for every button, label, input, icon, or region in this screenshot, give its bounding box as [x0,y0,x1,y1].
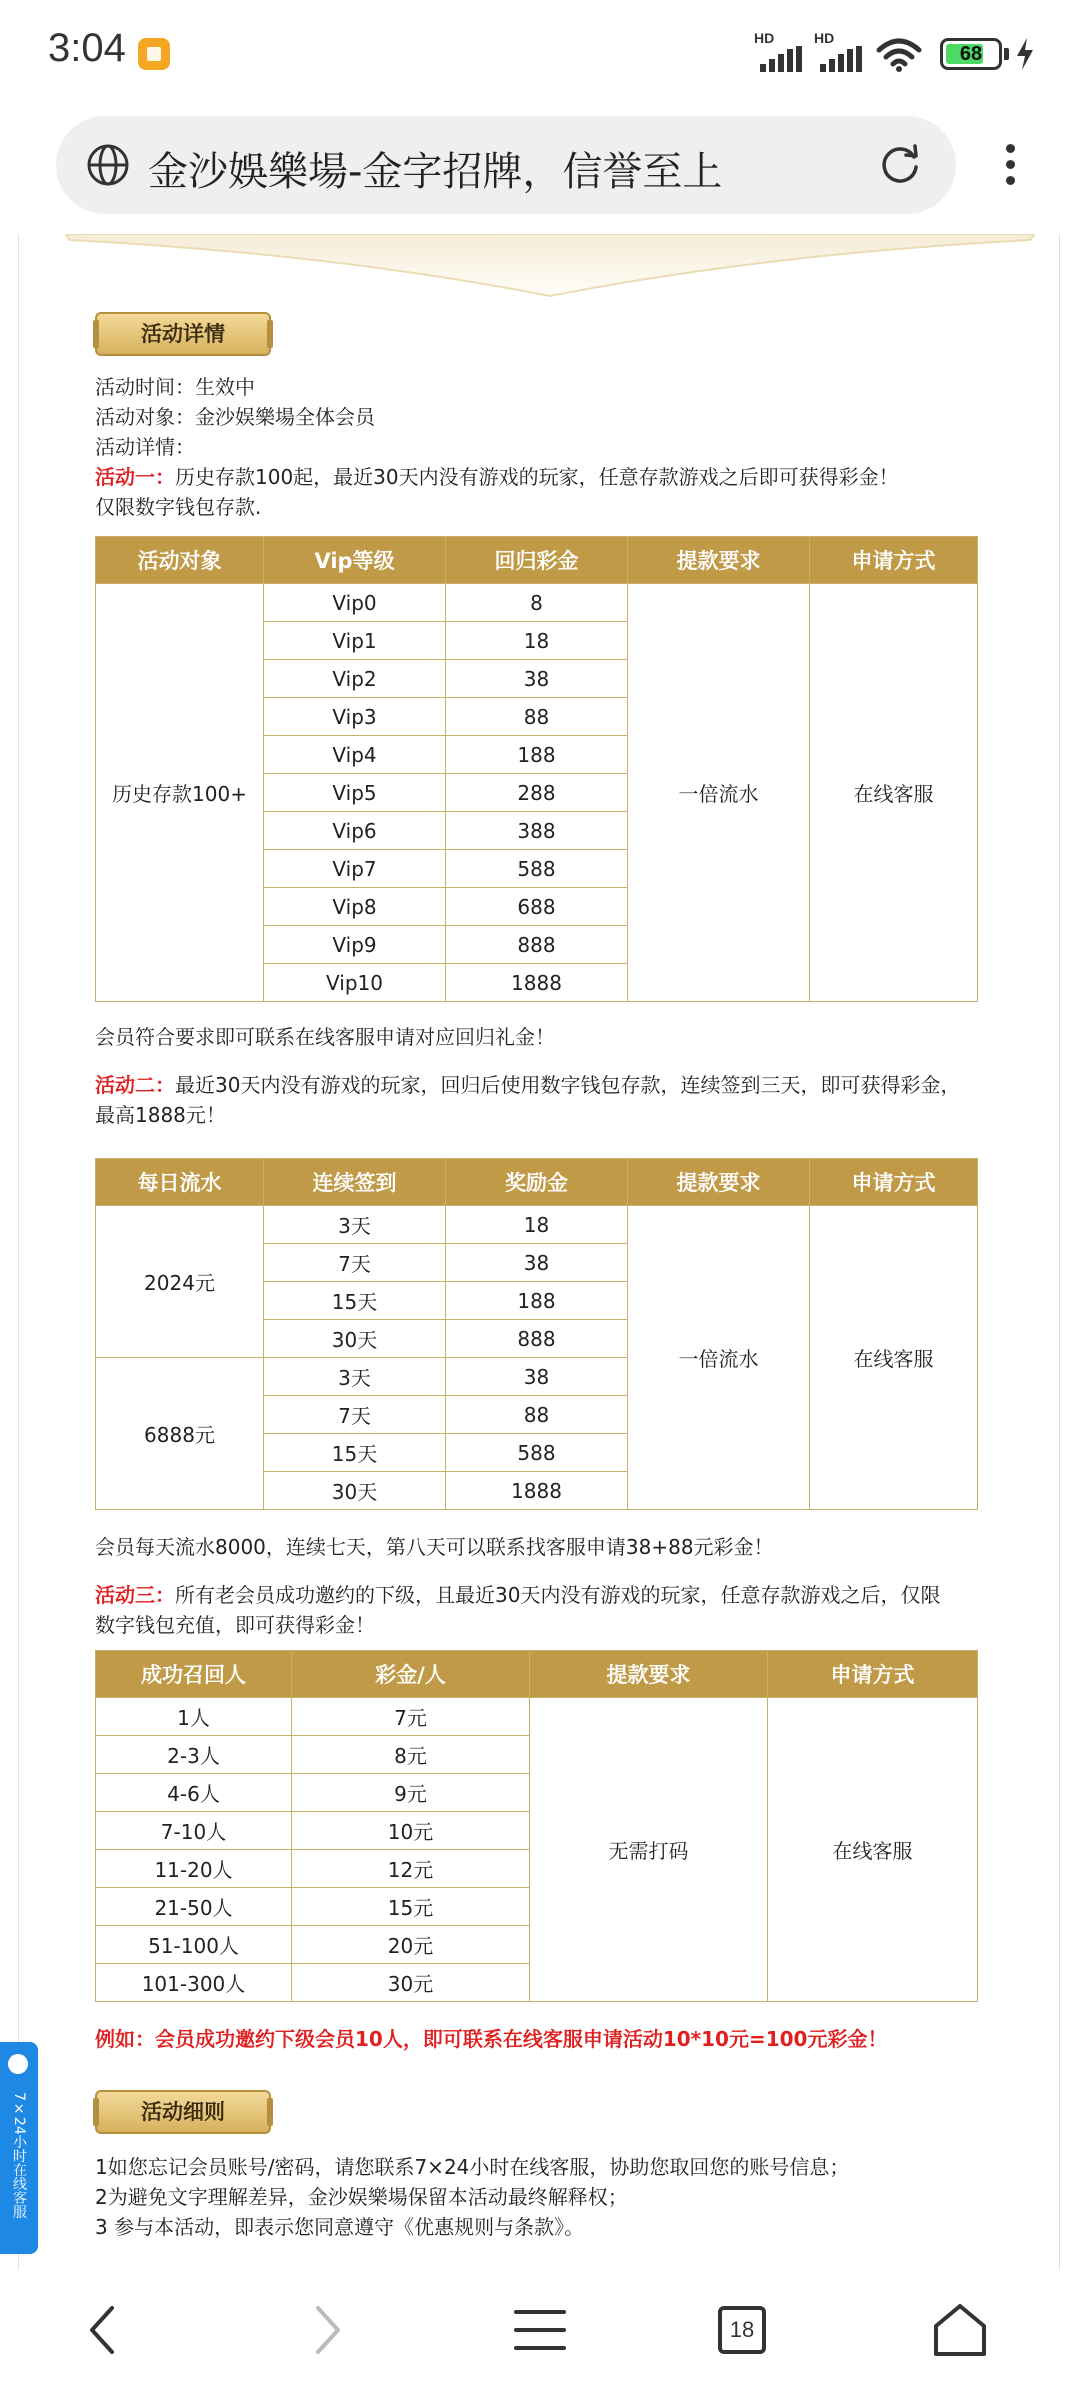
battery-tip [1004,48,1009,60]
referral-bonus-table [95,1650,978,2002]
table-cell: 1888 [446,1472,628,1510]
table-cell: 88 [446,1396,628,1434]
activity-one-note: 仅限数字钱包存款. [95,495,262,519]
table-cell: 7天 [264,1396,446,1434]
table-header: 成功召回人 [96,1651,292,1698]
table-cell: 38 [446,1244,628,1282]
rule-item: 2为避免文字理解差异，金沙娱樂場保留本活动最终解释权； [95,2185,628,2209]
rule-item: 3 参与本活动，即表示您同意遵守《优惠规则与条款》。 [95,2215,585,2239]
table-cell: 15天 [264,1282,446,1320]
table-cell: 88 [446,698,628,736]
battery-level: 68 [959,43,983,65]
table-cell: 51-100人 [96,1926,292,1964]
more-menu-icon[interactable] [992,140,1028,190]
activity-rules-badge: 活动细则 [95,2090,271,2134]
clock: 3:04 [48,26,126,70]
table-cell: 30天 [264,1320,446,1358]
activity-details-badge: 活动详情 [95,312,271,356]
table-row [96,584,978,622]
activity-details-label: 活动详情： [95,435,195,459]
vip-bonus-table [95,536,978,1002]
table-row [96,1206,978,1244]
table-cell: 15元 [292,1888,530,1926]
globe-icon [86,143,130,187]
activity-three-desc-cont: 数字钱包充值，即可获得彩金！ [95,1613,375,1637]
table-cell: Vip4 [264,736,446,774]
table-cell: 一倍流水 [628,1206,810,1510]
activity-two-desc-cont: 最高1888元！ [95,1103,226,1127]
table-cell: Vip7 [264,850,446,888]
note-daily-turnover: 会员每天流水8000，连续七天，第八天可以联系找客服申请38+88元彩金！ [95,1535,774,1559]
table-cell: 30天 [264,1472,446,1510]
banner-bottom-edge [65,234,1035,298]
table-cell: 3天 [264,1206,446,1244]
table-header: 每日流水 [96,1159,264,1206]
table-cell: 1人 [96,1698,292,1736]
table-cell: 101-300人 [96,1964,292,2002]
example-note: 例如：会员成功邀约下级会员10人，即可联系在线客服申请活动10*10元=100元彩金！ [95,2027,888,2051]
table-cell: 388 [446,812,628,850]
notification-app-icon [138,38,170,70]
table-cell: 7-10人 [96,1812,292,1850]
activity-two-desc [95,1070,985,1100]
activity-three-label: 活动三： [95,1583,175,1607]
activity-one-label: 活动一： [95,465,175,489]
table-cell: 888 [446,1320,628,1358]
forward-icon[interactable] [296,2300,356,2360]
activity-three-text: 所有老会员成功邀约的下级，且最近30天内没有游戏的玩家，任意存款游戏之后，仅限 [175,1583,941,1607]
signal-icon [754,30,804,72]
table-cell: 188 [446,1282,628,1320]
table-row [96,1698,978,1736]
table-cell: 3天 [264,1358,446,1396]
table-header: 连续签到 [264,1159,446,1206]
note-return-bonus: 会员符合要求即可联系在线客服申请对应回归礼金！ [95,1025,555,1049]
activity-time: 活动时间：生效中 [95,375,255,399]
activity-two-label: 活动二： [95,1073,175,1097]
table-header: 提款要求 [628,1159,810,1206]
table-cell: 21-50人 [96,1888,292,1926]
table-cell: 11-20人 [96,1850,292,1888]
activity-one-text: 历史存款100起，最近30天内没有游戏的玩家，任意存款游戏之后即可获得彩金！ [175,465,899,489]
table-header: 活动对象 [96,537,264,584]
online-service-label: 7×24小时在线客服 [11,2092,27,2219]
table-cell: Vip9 [264,926,446,964]
table-cell: 7天 [264,1244,446,1282]
table-cell: 8 [446,584,628,622]
table-cell: 38 [446,1358,628,1396]
home-icon[interactable] [930,2300,990,2360]
signal-icon-2 [814,30,864,72]
table-cell: 在线客服 [810,584,978,1002]
table-cell: 在线客服 [768,1698,978,2002]
table-cell: Vip5 [264,774,446,812]
table-header: Vip等级 [264,537,446,584]
table-cell: 2-3人 [96,1736,292,1774]
table-cell: 9元 [292,1774,530,1812]
table-cell: 在线客服 [810,1206,978,1510]
table-cell: Vip8 [264,888,446,926]
online-service-tab[interactable] [0,2042,38,2254]
table-cell: Vip6 [264,812,446,850]
network-type-label-2: HD [814,30,835,46]
table-cell: 588 [446,850,628,888]
table-cell: 888 [446,926,628,964]
wifi-icon [876,38,922,72]
checkin-bonus-table [95,1158,978,1510]
table-cell: 38 [446,660,628,698]
table-header: 申请方式 [810,537,978,584]
table-cell: 15天 [264,1434,446,1472]
table-header: 彩金/人 [292,1651,530,1698]
table-header: 回归彩金 [446,537,628,584]
menu-icon[interactable] [510,2300,570,2360]
table-cell: 20元 [292,1926,530,1964]
activity-two-text: 最近30天内没有游戏的玩家，回归后使用数字钱包存款，连续签到三天，即可获得彩金， [175,1073,961,1097]
battery-icon [940,38,1002,70]
chat-icon [8,2054,28,2074]
table-cell: 12元 [292,1850,530,1888]
activity-one-desc [95,462,985,492]
table-cell: 一倍流水 [628,584,810,1002]
table-cell: 无需打码 [530,1698,768,2002]
table-header: 奖励金 [446,1159,628,1206]
table-header: 提款要求 [530,1651,768,1698]
activity-target: 活动对象：金沙娱樂場全体会员 [95,405,375,429]
table-cell: 588 [446,1434,628,1472]
table-cell: 10元 [292,1812,530,1850]
status-bar [0,0,1080,110]
table-cell: 7元 [292,1698,530,1736]
reload-icon[interactable] [876,141,924,189]
page-content [18,234,1060,2270]
table-cell: Vip3 [264,698,446,736]
table-cell: 1888 [446,964,628,1002]
table-cell: Vip10 [264,964,446,1002]
table-cell: 288 [446,774,628,812]
table-cell: 688 [446,888,628,926]
table-cell: Vip1 [264,622,446,660]
table-header: 申请方式 [768,1651,978,1698]
table-cell: 2024元 [96,1206,264,1358]
table-cell: 8元 [292,1736,530,1774]
table-cell: 188 [446,736,628,774]
back-icon[interactable] [74,2300,134,2360]
browser-bottom-bar [0,2270,1080,2400]
rule-item: 1如您忘记会员账号/密码，请您联系7×24小时在线客服，协助您取回您的账号信息； [95,2155,850,2179]
table-cell: 18 [446,622,628,660]
table-cell: 6888元 [96,1358,264,1510]
address-bar[interactable] [56,116,956,214]
table-cell: 4-6人 [96,1774,292,1812]
table-cell: Vip0 [264,584,446,622]
tabs-button[interactable]: 18 [718,2306,766,2354]
table-header: 提款要求 [628,537,810,584]
table-cell: Vip2 [264,660,446,698]
activity-three-desc [95,1580,985,1610]
charging-icon [1014,36,1036,72]
table-cell: 30元 [292,1964,530,2002]
table-header: 申请方式 [810,1159,978,1206]
network-type-label: HD [754,30,775,46]
page-title[interactable]: 金沙娛樂場-金字招牌，信誉至上 [148,149,723,195]
table-cell: 18 [446,1206,628,1244]
table-cell: 历史存款100+ [96,584,264,1002]
